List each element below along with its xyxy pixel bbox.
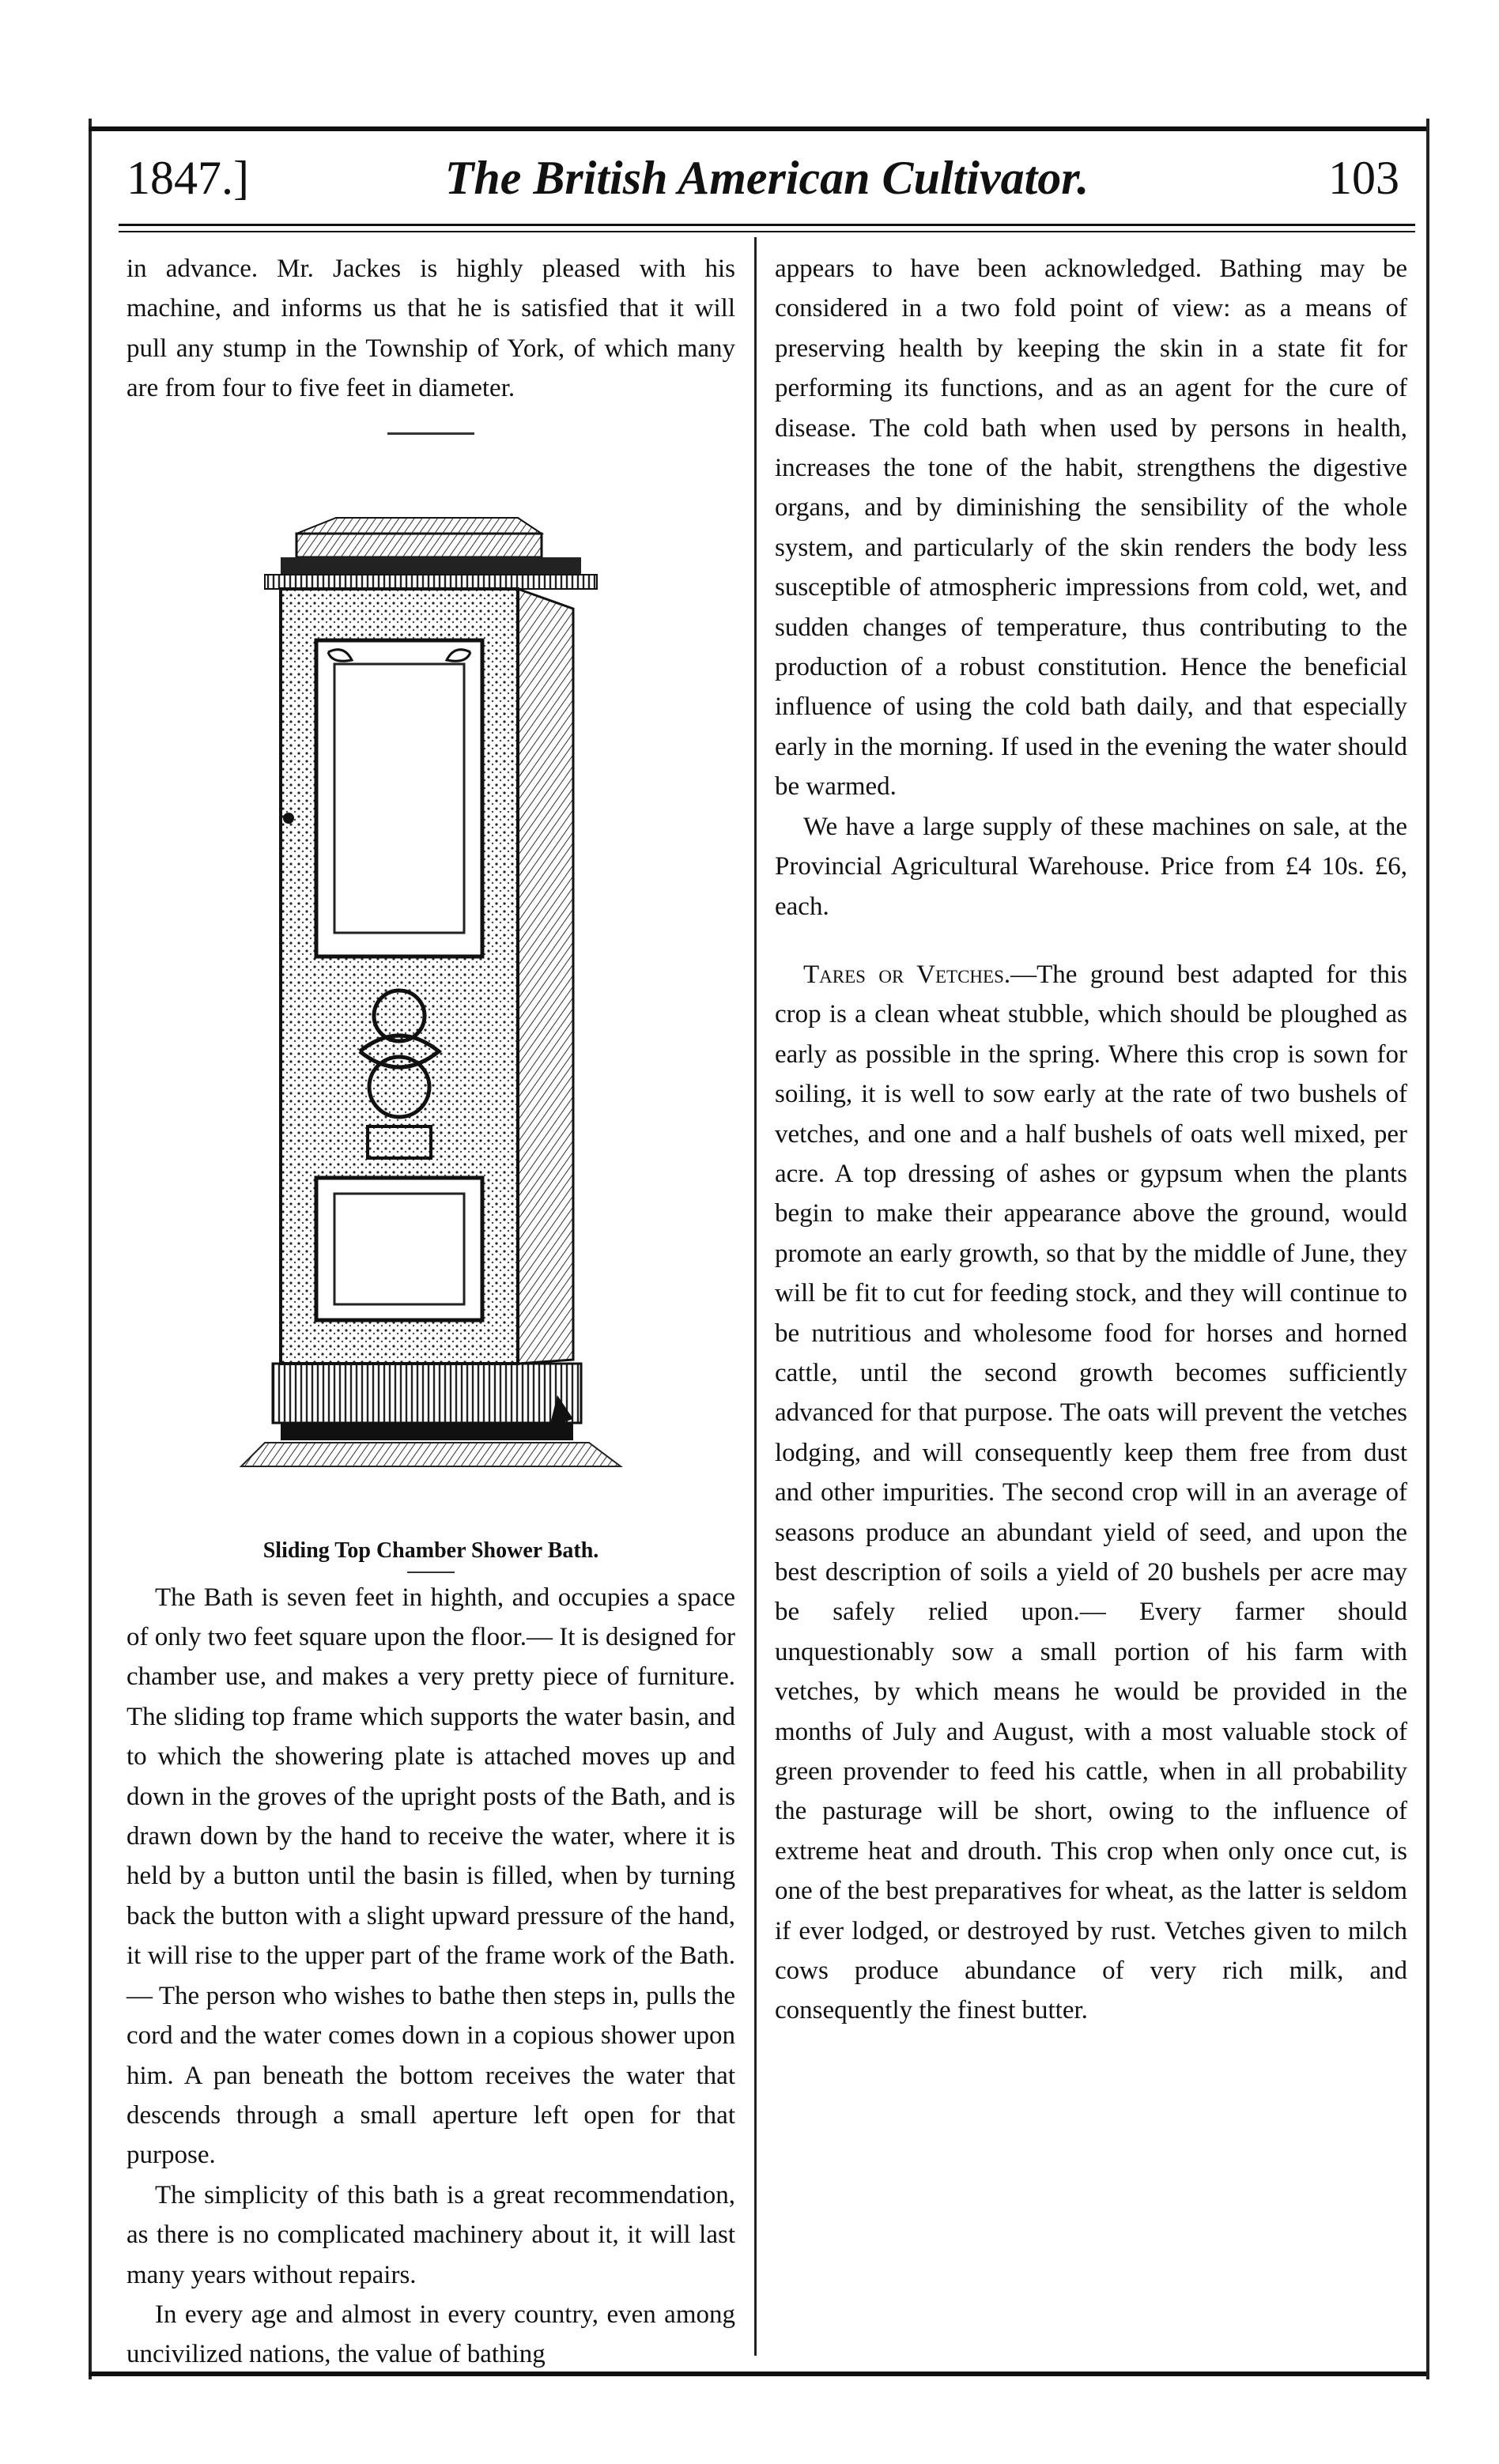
bathing-continuation-paragraph: appears to have been acknowledged. Bathing may be considered in a two fold point of view: as a means of preserving health by keeping the skin in a state fit for performing its functions, and as an agent for the cure of disease. The cold bath when used by persons in health, increases the tone of the habit, strengthens the digestive organs, and by diminishing the sensibility of the whole system, and particularly of the skin renders the body less susceptible of atmospheric impressions from cold, wet, and sudden changes of temperature, thus contributing to the production of a robust constitution. Hence the beneficial influence of using the cold bath daily, and that especially early in the morning. If used in the evening the water should be warmed. xyxy=(775,255,1407,802)
header-rule xyxy=(119,224,1415,226)
running-header xyxy=(119,146,1415,217)
intro-paragraph: in advance. Mr. Jackes is highly pleased with his machine, and informs us that he is satisfied that it will pull any stump in the Township of York, of which many are from four to five feet in diameter. xyxy=(126,255,735,403)
top-rule xyxy=(89,126,1426,131)
column-divider xyxy=(754,237,757,2356)
header-page-number: 103 xyxy=(1328,152,1399,204)
header-year: 1847.] xyxy=(126,152,249,204)
header-title: The British American Cultivator. xyxy=(444,152,1089,204)
right-column xyxy=(775,249,1407,2031)
left-column xyxy=(126,249,735,2375)
shower-bath-illustration xyxy=(178,458,684,1534)
bathing-value-paragraph: In every age and almost in every country, even among uncivilized nations, the value of bathing xyxy=(126,2300,735,2369)
section-gap xyxy=(775,926,1407,955)
supply-notice-paragraph: We have a large supply of these machines on sale, at the Provincial Agricultural Warehouse. Price from £4 10s. £6, each. xyxy=(775,812,1407,921)
header-rule-thin xyxy=(119,231,1415,232)
simplicity-paragraph: The simplicity of this bath is a great recommendation, as there is no complicated machinery about it, it will last many years without repairs. xyxy=(126,2180,735,2289)
bath-description-paragraph: The Bath is seven feet in highth, and occupies a space of only two feet square upon the floor.— It is designed for chamber use, and makes a very pretty piece of furniture. The sliding top frame which supports the water basin, and to which the showering plate is attached moves up and down in the groves of the upright posts of the Bath, and is drawn down by the hand to receive the water, where it is held by a button until the basin is filled, when by turning back the button with a slight upward pressure of the hand, it will rise to the upper part of the frame work of the Bath.— The person who wishes to bathe then steps in, pulls the cord and the water comes down in a copious shower upon him. A pan beneath the bottom receives the water that descends through a small aperture left open for that purpose. xyxy=(126,1583,735,2170)
section-rule xyxy=(387,432,474,435)
shower-bath-engraving xyxy=(178,458,684,1534)
vetches-paragraph xyxy=(775,955,1407,2031)
bottom-rule xyxy=(89,2372,1426,2376)
caption-rule xyxy=(407,1572,455,1573)
vetches-text: —The ground best adapted for this crop is a clean wheat stubble, which should be ploughed as early as possible in the spring. Where this crop is sown for soiling, it is well to sow early at the rate of two bushels of vetches, and one and a half bushels of oats well mixed, per acre. A top dressing of ashes or gypsum when the plants begin to make their appearance above the ground, would promote an early growth, so that by the middle of June, they will be fit to cut for feeding stock, and they will continue to be nutritious and wholesome food for horses and horned cattle, until the second growth becomes sufficiently advanced for that purpose. The oats will prevent the vetches lodging, and will consequently keep them free from dust and other impurities. The second crop will in an average of seasons produce an abundant yield of seed, and upon the best description of soils a yield of 20 bushels per acre may be safely relied upon.— Every farmer should unquestionably sow a small portion of his farm with vetches, by which means he would be provided in the months of July and August, with a most valuable stock of green provender to feed his cattle, when in all probability the pasturage will be short, owing to the influence of extreme heat and drouth. This crop when only once cut, is one of the best preparatives for wheat, as the latter is seldom if ever lodged, or destroyed by rust. Vetches given to milch cows produce abundance of very rich milk, and consequently the finest butter. xyxy=(775,960,1408,2025)
figure-caption: Sliding Top Chamber Shower Bath. xyxy=(262,1538,599,1563)
vetches-heading: Tares or Vetches. xyxy=(803,960,1011,989)
